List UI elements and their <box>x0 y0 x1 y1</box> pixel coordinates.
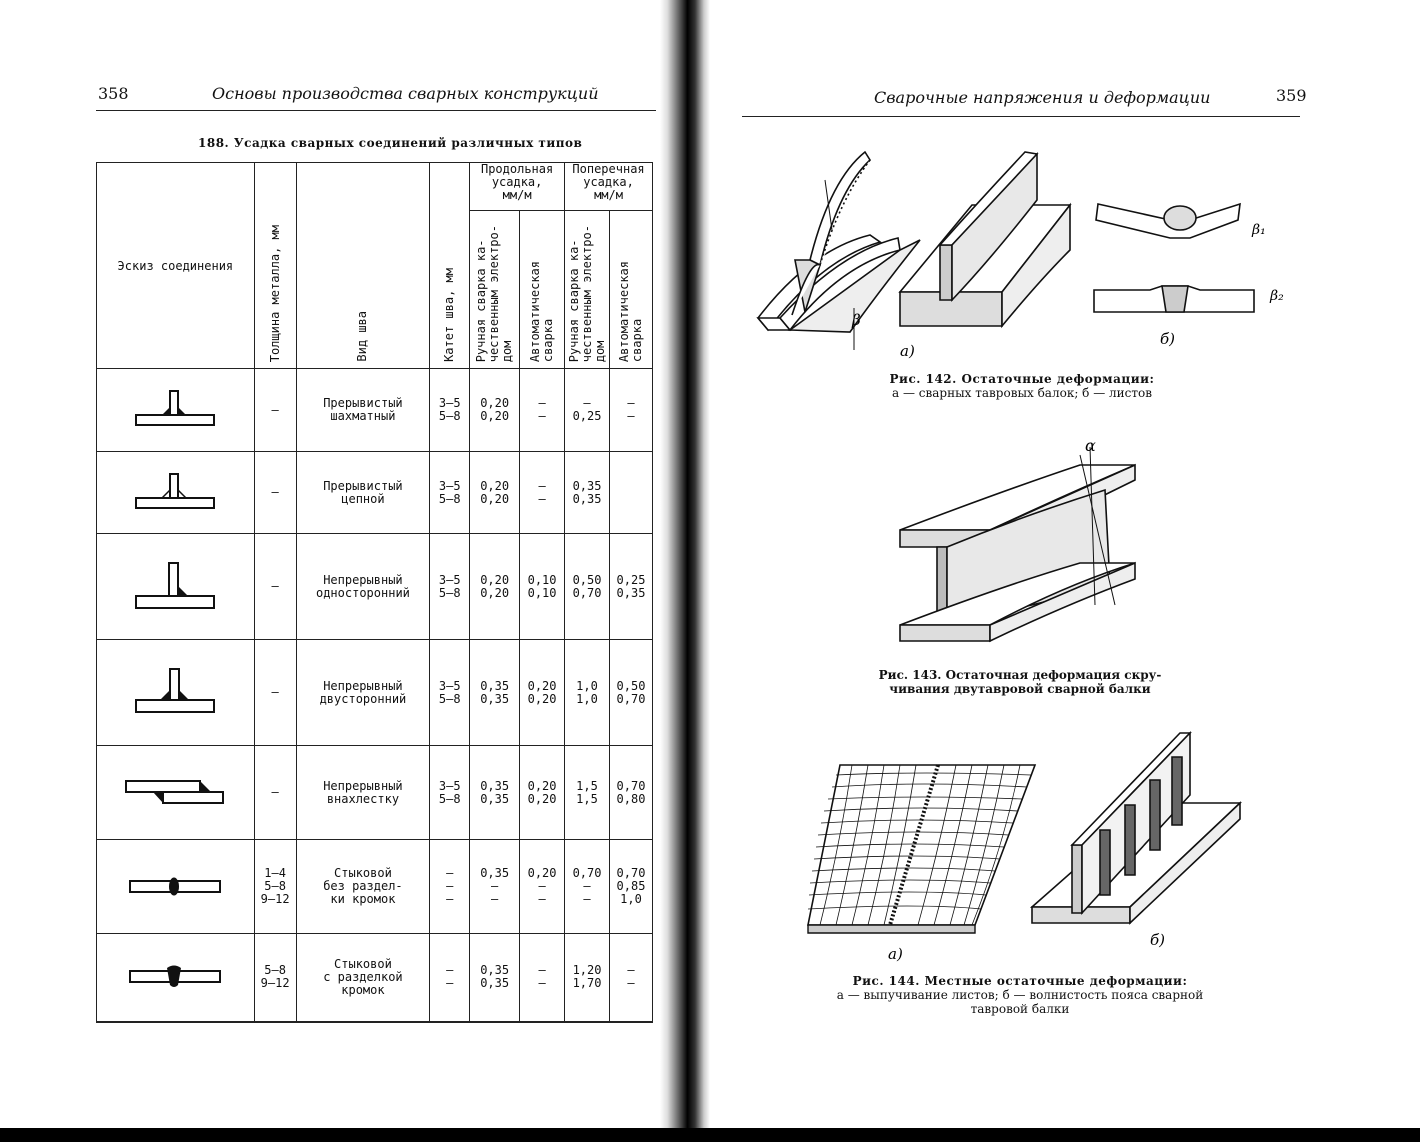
cell-type: Прерывистый шахматный <box>296 369 430 452</box>
beta2-label: β₂ <box>1270 288 1284 304</box>
sketch-tee-one-side <box>97 534 255 640</box>
sketch-tee-two-side <box>97 640 255 746</box>
twisted-i-beam <box>900 465 1135 641</box>
sketch-lap <box>97 746 255 840</box>
figure-142 <box>750 140 1310 370</box>
caption-fig143: Рис. 143. Остаточная деформация скру- чивания двутавровой сварной балки <box>878 668 1162 696</box>
cell-manual-trans: 1,20 1,70 <box>565 934 610 1022</box>
header-longitudinal: Продольная усадка, мм/м <box>470 163 565 211</box>
cell-manual-trans: 0,35 0,35 <box>565 452 610 534</box>
header-rule-right <box>742 116 1300 117</box>
table-row <box>97 369 653 452</box>
cell-auto-long: 0,10 0,10 <box>520 534 565 640</box>
cell-manual-long: 0,35 — — <box>470 840 520 934</box>
running-head-right: Сварочные напряжения и деформации <box>874 88 1211 107</box>
label-a-fig144: а) <box>888 945 903 963</box>
table-row <box>97 746 653 840</box>
running-head-left: Основы производства сварных конструкций <box>212 84 599 103</box>
cell-manual-long: 0,20 0,20 <box>470 369 520 452</box>
beta1-label: β₁ <box>1252 222 1266 238</box>
figure-144 <box>800 725 1260 965</box>
cell-leg: — — — <box>430 840 470 934</box>
bent-sheet-upper <box>1096 204 1240 238</box>
cell-thickness: — <box>254 640 296 746</box>
cell-manual-trans: 0,50 0,70 <box>565 534 610 640</box>
beta-label: β <box>852 311 861 329</box>
bent-tee-beam-left <box>758 152 920 332</box>
header-rule-left <box>96 110 656 111</box>
shrinkage-table <box>96 162 653 1023</box>
cell-leg: 3—5 5—8 <box>430 369 470 452</box>
label-a-fig142: а) <box>900 342 915 360</box>
cell-leg: — — <box>430 934 470 1022</box>
sketch-butt-plain <box>97 840 255 934</box>
header-leg: Катет шва, мм <box>430 163 470 369</box>
figure-143 <box>895 435 1145 655</box>
label-b-fig144: б) <box>1150 931 1166 949</box>
cell-auto-long: 0,20 0,20 <box>520 640 565 746</box>
table-row <box>97 452 653 534</box>
cell-thickness: — <box>254 746 296 840</box>
cell-thickness: — <box>254 369 296 452</box>
cell-manual-long: 0,35 0,35 <box>470 746 520 840</box>
label-b-fig142: б) <box>1160 330 1176 348</box>
cell-thickness: 1—4 5—8 9—12 <box>254 840 296 934</box>
header-seam-type: Вид шва <box>296 163 430 369</box>
caption-fig144: Рис. 144. Местные остаточные деформации: а — выпучивание листов; б — волнистость пояса сварной тавровой балки <box>836 974 1204 1016</box>
table-row <box>97 640 653 746</box>
cell-auto-trans: 0,50 0,70 <box>610 640 653 746</box>
cell-manual-trans: 1,0 1,0 <box>565 640 610 746</box>
cell-manual-long: 0,35 0,35 <box>470 934 520 1022</box>
cell-thickness: — <box>254 452 296 534</box>
cell-type: Непрерывный односторонний <box>296 534 430 640</box>
cell-auto-trans <box>610 452 653 534</box>
header-transverse: Поперечная усадка, мм/м <box>565 163 653 211</box>
sketch-butt-groove <box>97 934 255 1022</box>
cell-auto-long: — — <box>520 369 565 452</box>
cell-leg: 3—5 5—8 <box>430 640 470 746</box>
caption-fig142: Рис. 142. Остаточные деформации: а — сварных тавровых балок; б — листов <box>889 372 1155 400</box>
cell-thickness: 5—8 9—12 <box>254 934 296 1022</box>
sketch-tee-intermittent <box>97 369 255 452</box>
cell-manual-long: 0,20 0,20 <box>470 452 520 534</box>
header-thickness: Толщина металла, мм <box>254 163 296 369</box>
cell-type: Стыковой без раздел- ки кромок <box>296 840 430 934</box>
cell-leg: 3—5 5—8 <box>430 746 470 840</box>
cell-type: Непрерывный внахлестку <box>296 746 430 840</box>
cell-manual-trans: 1,5 1,5 <box>565 746 610 840</box>
table-row <box>97 840 653 934</box>
buckled-sheet-grid <box>808 765 1035 933</box>
cell-auto-trans: — — <box>610 369 653 452</box>
wavy-flange-tee-beam <box>1032 733 1240 923</box>
cell-auto-trans: 0,25 0,35 <box>610 534 653 640</box>
cell-manual-long: 0,20 0,20 <box>470 534 520 640</box>
table-row <box>97 934 653 1022</box>
header-auto-long: Автоматическая сварка <box>520 211 565 369</box>
table-title: 188. Усадка сварных соединений различных типов <box>198 136 583 150</box>
cell-auto-long: 0,20 — — <box>520 840 565 934</box>
bent-sheet-lower <box>1094 286 1254 312</box>
header-manual-long: Ручная сварка ка- чественным электро- дом <box>470 211 520 369</box>
book-gutter <box>660 0 710 1142</box>
cell-leg: 3—5 5—8 <box>430 452 470 534</box>
scan-edge <box>0 1128 1420 1142</box>
cell-manual-trans: — 0,25 <box>565 369 610 452</box>
alpha-label: α <box>1085 436 1096 455</box>
cell-auto-trans: 0,70 0,80 <box>610 746 653 840</box>
header-sketch: Эскиз соединения <box>97 163 255 369</box>
sketch-tee-chain <box>97 452 255 534</box>
cell-auto-long: 0,20 0,20 <box>520 746 565 840</box>
cell-manual-long: 0,35 0,35 <box>470 640 520 746</box>
cell-auto-trans: — — <box>610 934 653 1022</box>
cell-type: Непрерывный двусторонний <box>296 640 430 746</box>
header-manual-trans: Ручная сварка ка- чественным электро- дом <box>565 211 610 369</box>
page-number-right: 359 <box>1276 86 1307 105</box>
table-row <box>97 534 653 640</box>
page-number-left: 358 <box>98 84 129 103</box>
cell-auto-long: — — <box>520 934 565 1022</box>
cell-type: Прерывистый цепной <box>296 452 430 534</box>
cell-auto-trans: 0,70 0,85 1,0 <box>610 840 653 934</box>
header-auto-trans: Автоматическая сварка <box>610 211 653 369</box>
cell-type: Стыковой с разделкой кромок <box>296 934 430 1022</box>
bent-tee-beam-middle <box>900 152 1070 326</box>
cell-manual-trans: 0,70 — — <box>565 840 610 934</box>
cell-thickness: — <box>254 534 296 640</box>
cell-auto-long: — — <box>520 452 565 534</box>
cell-leg: 3—5 5—8 <box>430 534 470 640</box>
